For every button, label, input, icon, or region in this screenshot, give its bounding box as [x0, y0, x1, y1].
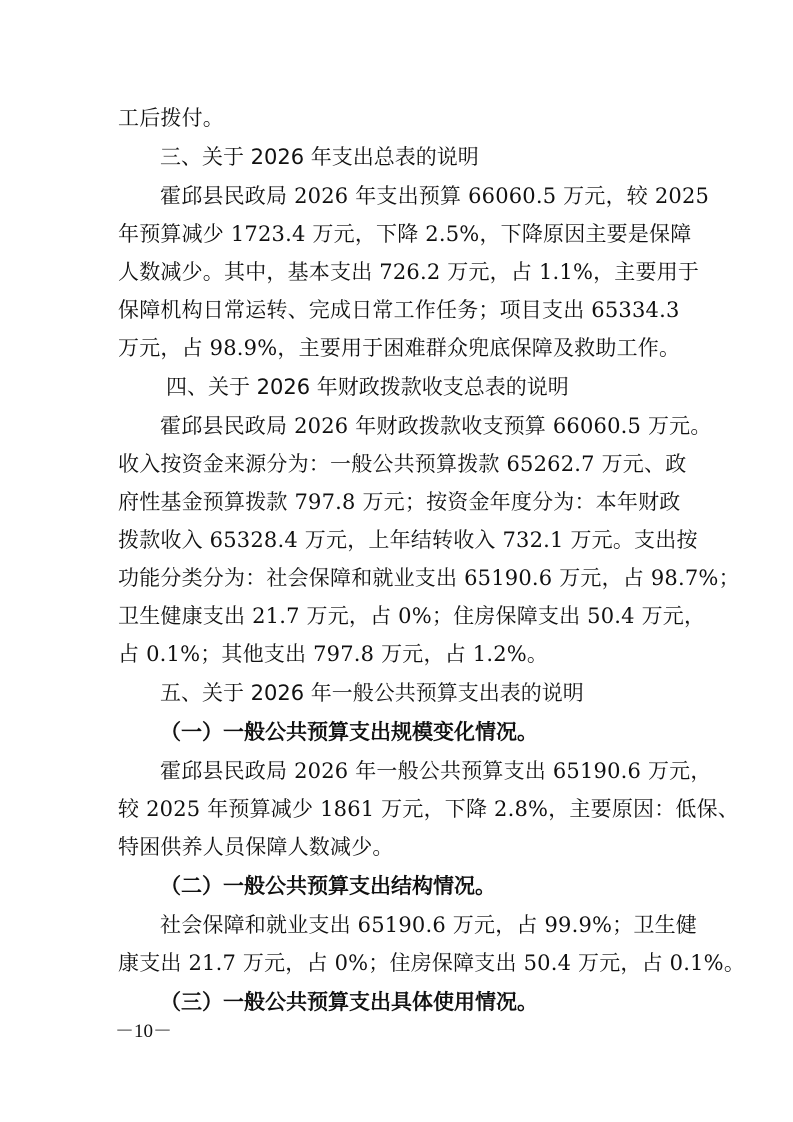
paragraph-line: 收入按资金来源分为：一般公共预算拨款 65262.7 万元、政 — [118, 452, 687, 476]
section-heading-4: 四、关于 2026 年财政拨款收支总表的说明 — [166, 375, 569, 399]
paragraph-line: 年预算减少 1723.4 万元，下降 2.5%，下降原因主要是保障 — [118, 222, 692, 246]
paragraph-line: 功能分类分为：社会保障和就业支出 65190.6 万元，占 98.7%； — [118, 566, 740, 590]
paragraph-line: 人数减少。其中，基本支出 726.2 万元，占 1.1%，主要用于 — [118, 260, 700, 284]
paragraph-line: 占 0.1%；其他支出 797.8 万元，占 1.2%。 — [118, 642, 549, 666]
paragraph-line: 卫生健康支出 21.7 万元，占 0%；住房保障支出 50.4 万元， — [118, 604, 706, 628]
paragraph-line: 府性基金预算拨款 797.8 万元；按资金年度分为：本年财政 — [118, 490, 681, 514]
paragraph-line: 霍邱县民政局 2026 年一般公共预算支出 65190.6 万元， — [160, 759, 712, 783]
section-heading-3: 三、关于 2026 年支出总表的说明 — [160, 145, 479, 169]
paragraph-line: 康支出 21.7 万元，占 0%；住房保障支出 50.4 万元，占 0.1%。 — [118, 951, 746, 975]
paragraph-line: 万元，占 98.9%，主要用于困难群众兜底保障及救助工作。 — [118, 336, 681, 360]
paragraph-line: 工后拨付。 — [118, 106, 224, 130]
page-number: －10－ — [115, 1021, 173, 1042]
paragraph-line: 霍邱县民政局 2026 年支出预算 66060.5 万元，较 2025 — [160, 184, 710, 208]
paragraph-line: 保障机构日常运转、完成日常工作任务；项目支出 65334.3 — [118, 298, 680, 322]
paragraph-line: 拨款收入 65328.4 万元，上年结转收入 732.1 万元。支出按 — [118, 528, 698, 552]
subsection-heading-2: （二）一般公共预算支出结构情况。 — [160, 873, 496, 898]
paragraph-line: 霍邱县民政局 2026 年财政拨款收支预算 66060.5 万元。 — [160, 414, 712, 438]
section-heading-5: 五、关于 2026 年一般公共预算支出表的说明 — [160, 681, 584, 705]
paragraph-line: 社会保障和就业支出 65190.6 万元，占 99.9%；卫生健 — [160, 913, 697, 937]
subsection-heading-1: （一）一般公共预算支出规模变化情况。 — [160, 719, 538, 744]
paragraph-line: 特困供养人员保障人数减少。 — [118, 835, 394, 859]
paragraph-line: 较 2025 年预算减少 1861 万元，下降 2.8%，主要原因：低保、 — [118, 797, 740, 821]
subsection-heading-3: （三）一般公共预算支出具体使用情况。 — [160, 989, 538, 1014]
